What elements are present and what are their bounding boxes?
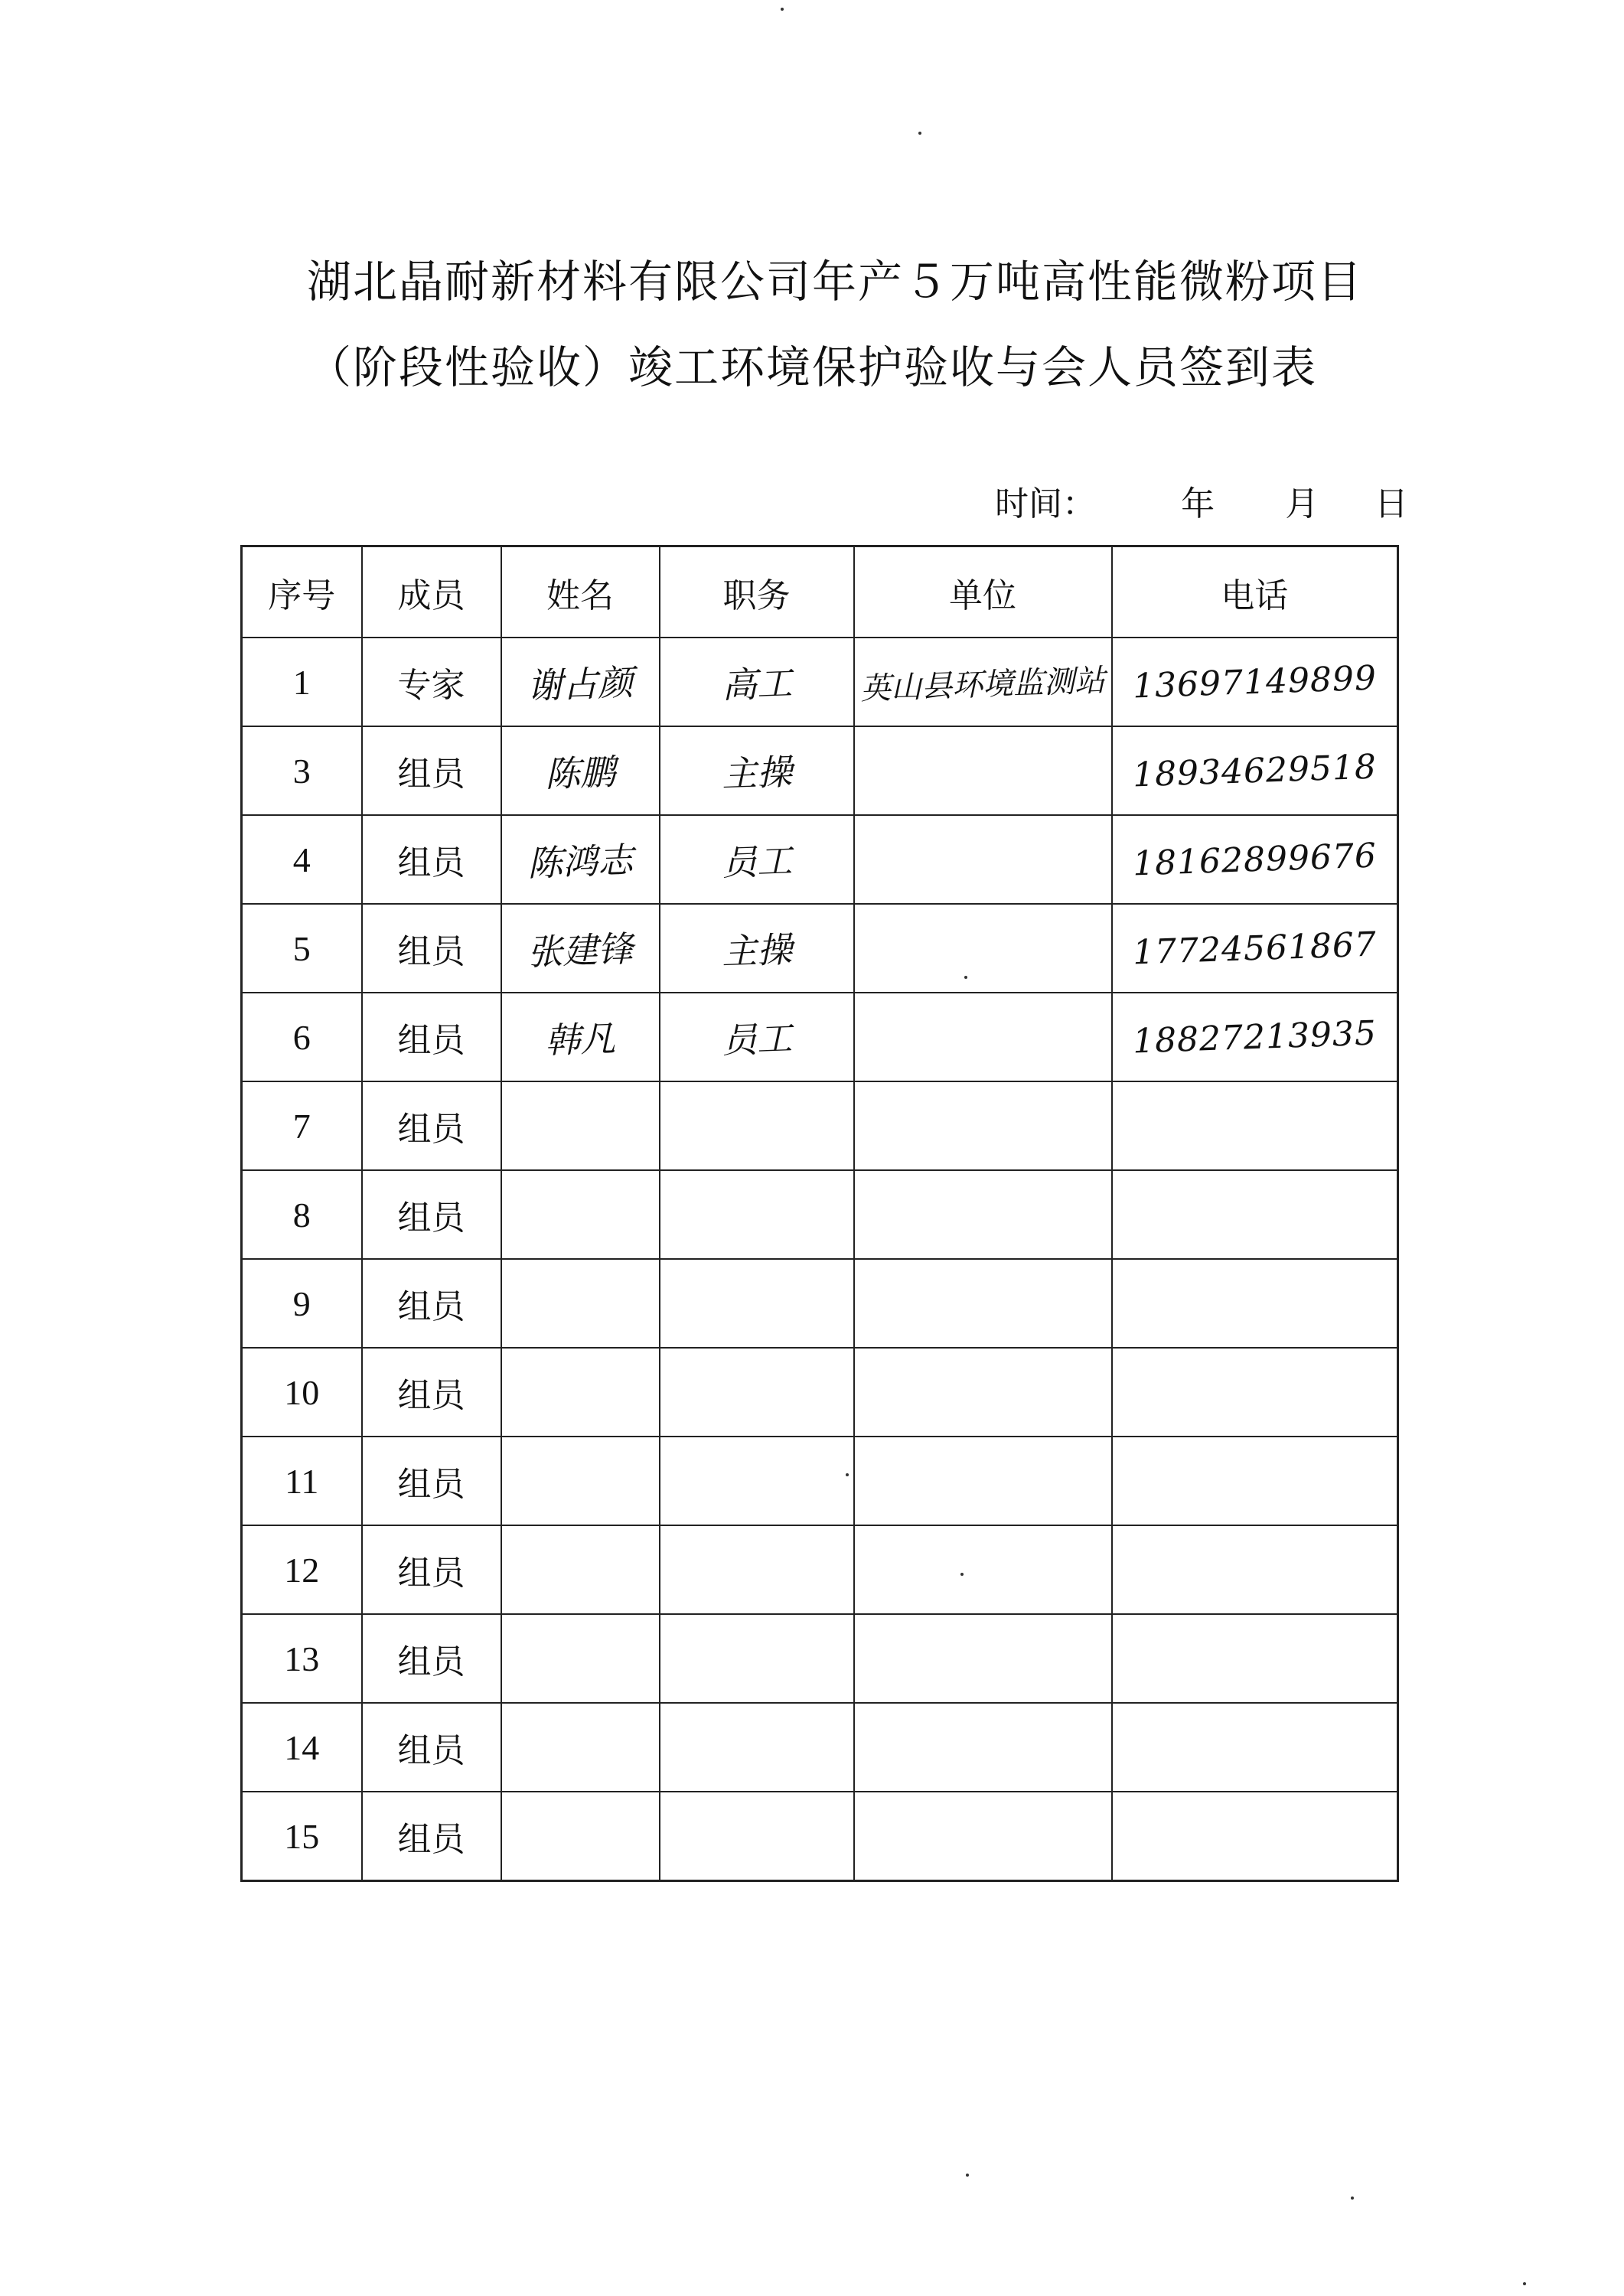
- header-role: 成员: [362, 546, 501, 638]
- row-position: [660, 993, 854, 1081]
- row-role: 组员: [362, 1525, 501, 1614]
- table-row: [242, 1614, 1398, 1703]
- row-role: 组员: [362, 1348, 501, 1437]
- row-position: [660, 1792, 854, 1881]
- row-phone: [1112, 1437, 1398, 1525]
- row-name-signature: [501, 993, 660, 1081]
- row-position: [660, 1525, 854, 1614]
- row-unit: [854, 1614, 1112, 1703]
- row-unit: [854, 1525, 1112, 1614]
- scan-speck: [960, 1573, 964, 1576]
- row-unit: [854, 638, 1112, 726]
- row-position: [660, 726, 854, 815]
- table-row: [242, 1081, 1398, 1170]
- row-position: [660, 1614, 854, 1703]
- row-position-text: 主操: [720, 928, 793, 973]
- row-position: [660, 1348, 854, 1437]
- row-unit: [854, 993, 1112, 1081]
- row-unit: [854, 1437, 1112, 1525]
- scan-speck: [781, 8, 784, 11]
- row-position: [660, 1259, 854, 1348]
- header-position: 职务: [660, 546, 854, 638]
- row-number: 7: [242, 1081, 362, 1170]
- row-position: [660, 1703, 854, 1792]
- table-row: [242, 1525, 1398, 1614]
- row-name-signature-text: 谢占颜: [527, 661, 634, 707]
- row-unit: [854, 1792, 1112, 1881]
- row-name-signature: [501, 815, 660, 904]
- row-role: 组员: [362, 1792, 501, 1881]
- row-role: 组员: [362, 1703, 501, 1792]
- row-name-signature: [501, 1792, 660, 1881]
- row-number: 8: [242, 1170, 362, 1259]
- row-unit: [854, 1170, 1112, 1259]
- header-unit: 单位: [854, 546, 1112, 638]
- row-phone: [1112, 1525, 1398, 1614]
- row-name-signature: [501, 638, 660, 726]
- scan-speck: [846, 1473, 849, 1476]
- row-phone-text: 17724561867: [1131, 924, 1378, 973]
- table-header-row: [242, 546, 1398, 638]
- date-month: 月: [1285, 484, 1319, 523]
- table-row: [242, 1792, 1398, 1881]
- date-line: [995, 476, 1408, 525]
- row-phone-text: 18162899676: [1131, 835, 1378, 884]
- row-phone: [1112, 815, 1398, 904]
- scan-speck: [1351, 2197, 1354, 2200]
- row-unit: [854, 1081, 1112, 1170]
- row-name-signature: [501, 1525, 660, 1614]
- row-position: [660, 904, 854, 993]
- row-name-signature: [501, 1081, 660, 1170]
- header-phone: 电话: [1112, 546, 1398, 638]
- row-position: [660, 1437, 854, 1525]
- row-number: 15: [242, 1792, 362, 1881]
- row-position: [660, 815, 854, 904]
- header-no: 序号: [242, 546, 362, 638]
- header-name: 姓名: [501, 546, 660, 638]
- row-role: 组员: [362, 993, 501, 1081]
- date-year: 年: [1181, 484, 1215, 523]
- table-row: [242, 1259, 1398, 1348]
- row-unit: [854, 1259, 1112, 1348]
- date-label: 时间：: [995, 484, 1096, 523]
- row-name-signature-text: 陈鸿志: [527, 839, 634, 885]
- row-number: 14: [242, 1703, 362, 1792]
- row-phone: [1112, 1614, 1398, 1703]
- row-phone-text: 13697149899: [1131, 657, 1378, 706]
- row-phone-text: 18827213935: [1131, 1013, 1378, 1062]
- row-position: [660, 1170, 854, 1259]
- row-name-signature: [501, 1348, 660, 1437]
- table-row: [242, 1170, 1398, 1259]
- row-number: 1: [242, 638, 362, 726]
- table-row: [242, 904, 1398, 993]
- row-name-signature: [501, 1259, 660, 1348]
- row-unit: [854, 1348, 1112, 1437]
- date-day: 日: [1375, 484, 1408, 523]
- row-number: 9: [242, 1259, 362, 1348]
- row-number: 13: [242, 1614, 362, 1703]
- row-number: 10: [242, 1348, 362, 1437]
- row-unit-text: 英山县环境监测站: [859, 662, 1106, 707]
- scan-speck: [964, 976, 967, 979]
- row-role: 组员: [362, 904, 501, 993]
- row-position-text: 员工: [720, 840, 793, 884]
- table-row: [242, 1703, 1398, 1792]
- row-unit: [854, 815, 1112, 904]
- row-role: 组员: [362, 1437, 501, 1525]
- row-role: 组员: [362, 815, 501, 904]
- row-phone: [1112, 1259, 1398, 1348]
- row-role: 组员: [362, 726, 501, 815]
- row-unit: [854, 1703, 1112, 1792]
- row-number: 6: [242, 993, 362, 1081]
- row-phone: [1112, 1792, 1398, 1881]
- table-row: [242, 638, 1398, 726]
- row-position-text: 主操: [720, 751, 793, 795]
- row-phone: [1112, 1081, 1398, 1170]
- row-phone: [1112, 904, 1398, 993]
- row-role: 组员: [362, 1614, 501, 1703]
- row-position: [660, 638, 854, 726]
- table-row: [242, 815, 1398, 904]
- row-name-signature: [501, 1170, 660, 1259]
- row-role: 组员: [362, 1170, 501, 1259]
- row-position: [660, 1081, 854, 1170]
- row-phone: [1112, 1170, 1398, 1259]
- row-role: 组员: [362, 1259, 501, 1348]
- scan-speck: [966, 2174, 969, 2177]
- row-phone: [1112, 726, 1398, 815]
- row-name-signature: [501, 904, 660, 993]
- row-name-signature: [501, 726, 660, 815]
- scan-speck: [1523, 2282, 1526, 2285]
- row-name-signature: [501, 1614, 660, 1703]
- row-phone: [1112, 1348, 1398, 1437]
- row-unit: [854, 726, 1112, 815]
- row-name-signature: [501, 1437, 660, 1525]
- row-number: 5: [242, 904, 362, 993]
- row-number: 4: [242, 815, 362, 904]
- row-number: 12: [242, 1525, 362, 1614]
- sign-in-table: [240, 545, 1399, 1882]
- row-position-text: 高工: [720, 662, 793, 706]
- row-unit: [854, 904, 1112, 993]
- row-phone: [1112, 1703, 1398, 1792]
- row-phone: [1112, 993, 1398, 1081]
- row-role: 组员: [362, 1081, 501, 1170]
- row-position-text: 员工: [720, 1017, 793, 1062]
- row-role: 专家: [362, 638, 501, 726]
- row-phone: [1112, 638, 1398, 726]
- row-number: 3: [242, 726, 362, 815]
- row-name-signature-text: 陈鹏: [544, 751, 617, 795]
- table-row: [242, 993, 1398, 1081]
- row-name-signature-text: 韩凡: [544, 1017, 617, 1062]
- scan-speck: [918, 132, 921, 135]
- document-title-line1: 湖北晶耐新材料有限公司年产５万吨高性能微粉项目: [306, 256, 1363, 308]
- row-name-signature: [501, 1703, 660, 1792]
- row-name-signature-text: 张建锋: [527, 928, 634, 974]
- row-number: 11: [242, 1437, 362, 1525]
- table-row: [242, 1437, 1398, 1525]
- table-row: [242, 726, 1398, 815]
- document-title-line2: （阶段性验收）竣工环境保护验收与会人员签到表: [306, 341, 1317, 393]
- table-row: [242, 1348, 1398, 1437]
- row-phone-text: 18934629518: [1131, 746, 1378, 795]
